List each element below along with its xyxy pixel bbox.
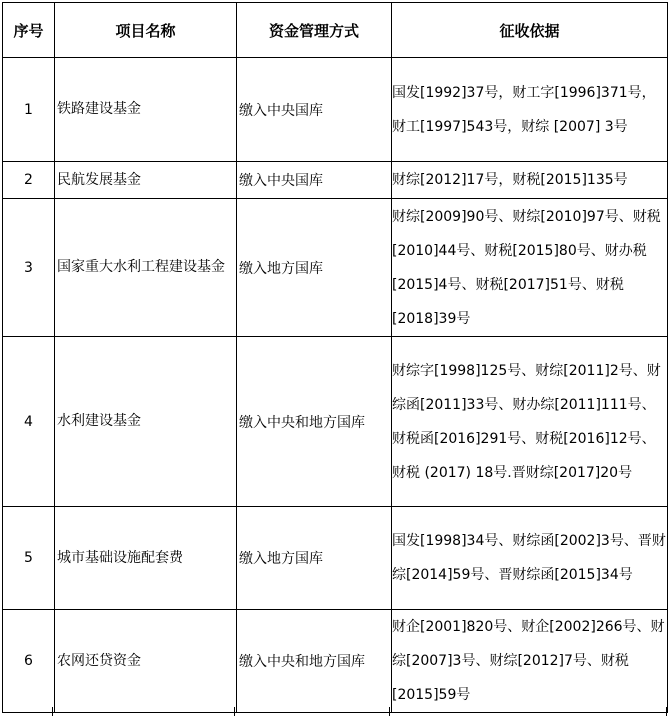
row-management: 缴入中央国库 xyxy=(237,162,392,199)
row-basis: 国发[1992]37号，财工字[1996]371号，财工[1997]543号，财综 [2007] 3号 xyxy=(392,58,668,162)
row-index: 4 xyxy=(3,337,55,507)
row-management: 缴入地方国库 xyxy=(237,199,392,337)
table-header-row xyxy=(3,3,668,58)
row-index: 1 xyxy=(3,58,55,162)
row-management: 缴入中央和地方国库 xyxy=(237,337,392,507)
header-management: 资金管理方式 xyxy=(237,3,392,58)
row-name: 城市基础设施配套费 xyxy=(55,507,237,610)
row-basis: 财综[2009]90号、财综[2010]97号、财税[2010]44号、财税[2015]80号、财办税[2015]4号、财税[2017]51号、财税[2018]39号 xyxy=(392,199,668,337)
row-name: 民航发展基金 xyxy=(55,162,237,199)
table-row xyxy=(3,337,668,507)
row-management: 缴入地方国库 xyxy=(237,507,392,610)
row-management: 缴入中央国库 xyxy=(237,58,392,162)
row-name: 铁路建设基金 xyxy=(55,58,237,162)
table-row xyxy=(3,162,668,199)
fund-table xyxy=(2,2,668,713)
next-row-edge xyxy=(52,707,667,716)
row-basis: 财综[2012]17号，财税[2015]135号 xyxy=(392,162,668,199)
row-name: 国家重大水利工程建设基金 xyxy=(55,199,237,337)
table-row xyxy=(3,58,668,162)
row-name: 农网还贷资金 xyxy=(55,610,237,713)
row-index: 2 xyxy=(3,162,55,199)
row-basis: 财综字[1998]125号、财综[2011]2号、财综函[2011]33号、财办综[2011]111号、财税函[2016]291号、财税[2016]12号、财税 (2017) 18号.晋财综[2017]20号 xyxy=(392,337,668,507)
row-name: 水利建设基金 xyxy=(55,337,237,507)
row-index: 5 xyxy=(3,507,55,610)
row-basis: 财企[2001]820号、财企[2002]266号、财综[2007]3号、财综[2012]7号、财税[2015]59号 xyxy=(392,610,668,713)
row-index: 6 xyxy=(3,610,55,713)
header-basis: 征收依据 xyxy=(392,3,668,58)
table-row xyxy=(3,610,668,713)
header-name: 项目名称 xyxy=(55,3,237,58)
row-management: 缴入中央和地方国库 xyxy=(237,610,392,713)
header-index: 序号 xyxy=(3,3,55,58)
row-index: 3 xyxy=(3,199,55,337)
table-row xyxy=(3,507,668,610)
row-basis: 国发[1998]34号、财综函[2002]3号、晋财综[2014]59号、晋财综函[2015]34号 xyxy=(392,507,668,610)
table-row xyxy=(3,199,668,337)
